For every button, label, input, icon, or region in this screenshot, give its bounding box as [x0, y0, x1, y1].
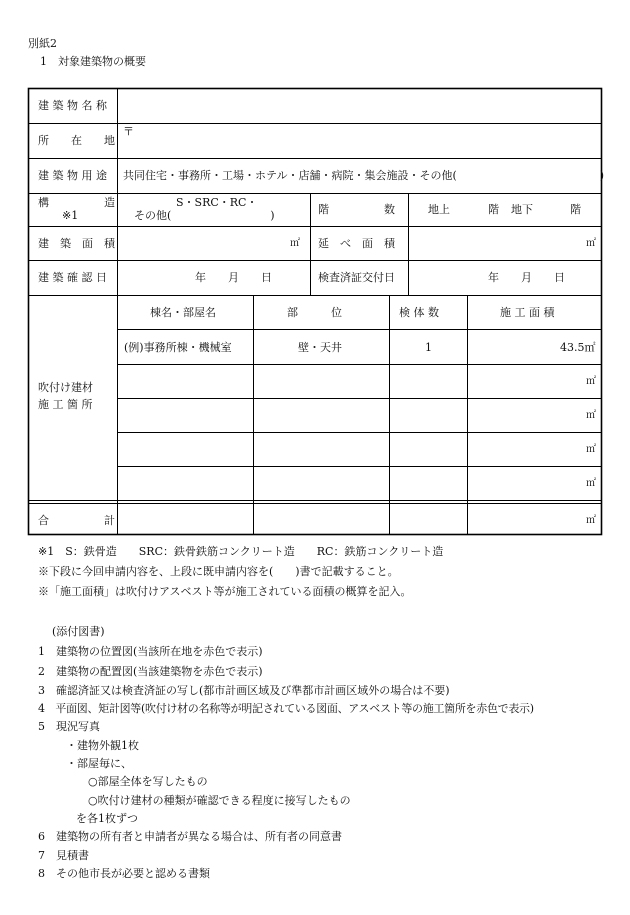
- section-title: 1 対象建築物の概要: [40, 55, 146, 68]
- attachment-sub-whole-room: ○部屋全体を写したもの: [88, 775, 208, 788]
- floor-area-unit: ㎡: [586, 238, 596, 249]
- attachment-item-7: 7 見積書: [38, 849, 89, 862]
- confirm-date-label: 建 築 確 認 日: [38, 271, 107, 284]
- building-name-field[interactable]: [124, 99, 594, 117]
- building-area-unit: ㎡: [290, 238, 300, 249]
- floors-above-unit: 階: [488, 203, 499, 216]
- header-sample-count: 検 体 数: [399, 306, 439, 319]
- attachments-heading: (添付図書): [52, 625, 105, 638]
- attachment-item-6: 6 建築物の所有者と申請者が異なる場合は、所有者の同意書: [38, 830, 342, 843]
- attachment-label: 別紙2: [28, 37, 57, 50]
- row-1-area[interactable]: 43.5㎡: [560, 341, 596, 354]
- note-structure-abbrev: ※1 S：鉄骨造 SRC：鉄骨鉄筋コンクリート造 RC：鉄筋コンクリート造: [38, 545, 444, 558]
- structure-other[interactable]: その他( ): [134, 209, 275, 222]
- row-1-part[interactable]: 壁・天井: [298, 341, 342, 354]
- row-3-area-unit: ㎡: [586, 410, 596, 421]
- row-2-area-unit: ㎡: [586, 376, 596, 387]
- attachment-sub-closeup: ○吹付け建材の種類が確認できる程度に接写したもの: [88, 794, 351, 807]
- row-1-room-name[interactable]: (例)事務所棟・機械室: [124, 341, 232, 354]
- header-part: 部 位: [287, 306, 342, 319]
- attachment-item-5: 5 現況写真: [38, 720, 100, 733]
- attachment-sub-exterior: ・建物外観1枚: [66, 739, 139, 752]
- attachment-item-2: 2 建築物の配置図(当該建築物を赤色で表示): [38, 665, 263, 678]
- floor-area-label: 延 べ 面 積: [318, 237, 395, 250]
- structure-label: 構 造: [38, 196, 115, 209]
- floors-label: 階 数: [318, 203, 395, 216]
- building-name-label: 建 築 物 名 称: [38, 99, 107, 112]
- attachment-item-8: 8 その他市長が必要と認める書類: [38, 867, 210, 880]
- header-room-name: 棟名・部屋名: [150, 306, 216, 319]
- note-construction-area: ※「施工面積」は吹付けアスベスト等が施工されている面積の概算を記入。: [38, 585, 412, 598]
- attachment-item-4: 4 平面図、矩計図等(吹付け材の名称等が明記されている図面、アスベスト等の施工箇所を赤色で表示): [38, 702, 534, 715]
- use-label: 建 築 物 用 途: [38, 169, 107, 182]
- floors-below-label: 地下: [511, 203, 533, 216]
- row-4-area-unit: ㎡: [586, 444, 596, 455]
- floors-below-unit: 階: [570, 203, 581, 216]
- confirm-date-field[interactable]: 年 月 日: [195, 271, 272, 284]
- row-5-area-unit: ㎡: [586, 478, 596, 489]
- attachment-sub-per-room: ・部屋毎に、: [66, 757, 132, 770]
- building-area-label: 建 築 面 積: [38, 237, 115, 250]
- note-previous-application: ※下段に今回申請内容を、上段に既申請内容を( )書で記載すること。: [38, 565, 399, 578]
- address-label: 所 在 地: [38, 134, 115, 147]
- spray-section-label-2: 施 工 箇 所: [38, 398, 93, 411]
- attachment-item-1: 1 建築物の位置図(当該所在地を赤色で表示): [38, 645, 263, 658]
- inspect-date-field[interactable]: 年 月 日: [488, 271, 565, 284]
- postal-mark: 〒: [123, 125, 134, 138]
- use-options[interactable]: 共同住宅・事務所・工場・ホテル・店舗・病院・集会施設・その他( ): [123, 169, 605, 182]
- structure-note-ref: ※1: [62, 209, 79, 222]
- structure-options[interactable]: S・SRC・RC・: [176, 196, 258, 209]
- spray-section-label-1: 吹付け建材: [38, 381, 93, 394]
- floors-above-label: 地上: [428, 203, 450, 216]
- total-area-unit: ㎡: [586, 515, 596, 526]
- attachment-item-3: 3 確認済証又は検査済証の写し(都市計画区域及び準都市計画区域外の場合は不要): [38, 684, 450, 697]
- row-1-count[interactable]: 1: [425, 341, 432, 354]
- total-label: 合 計: [38, 514, 115, 527]
- header-construction-area: 施 工 面 積: [500, 306, 555, 319]
- inspect-date-label: 検査済証交付日: [318, 271, 395, 284]
- attachment-sub-one-each: を各1枚ずつ: [76, 812, 138, 825]
